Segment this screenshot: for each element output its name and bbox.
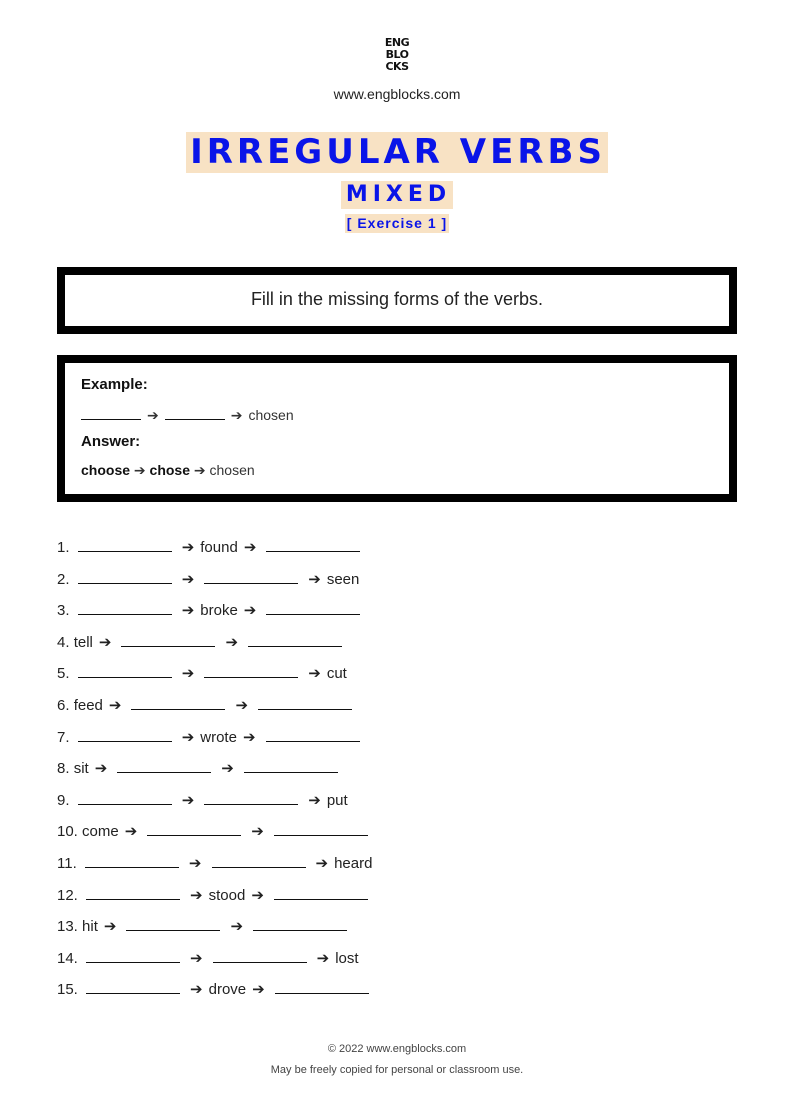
answer-blank-pp[interactable] bbox=[258, 697, 352, 710]
subtitle-block bbox=[0, 181, 794, 209]
given-form-past: broke bbox=[200, 602, 238, 620]
arrow-icon: ➔ bbox=[181, 570, 195, 588]
arrow-icon: ➔ bbox=[147, 407, 159, 423]
given-form-pp: lost bbox=[335, 949, 359, 967]
item-number: 2. bbox=[57, 570, 70, 588]
answer-third: chosen bbox=[209, 462, 255, 478]
item-number: 5. bbox=[57, 665, 70, 683]
given-form-base: tell bbox=[73, 633, 93, 651]
item-number: 12. bbox=[57, 886, 78, 904]
item-number: 6. bbox=[57, 697, 70, 714]
exercise-number: [ Exercise 1 ] bbox=[346, 215, 448, 231]
exercise-item bbox=[57, 791, 348, 813]
arrow-icon: ➔ bbox=[181, 602, 195, 620]
given-form-pp: heard bbox=[334, 855, 373, 872]
given-form-pp: cut bbox=[326, 665, 347, 683]
arrow-icon: ➔ bbox=[94, 760, 108, 778]
exercise-item bbox=[57, 854, 372, 876]
arrow-icon: ➔ bbox=[181, 791, 195, 809]
page-subtitle: MIXED bbox=[341, 181, 453, 209]
answer-blank-base[interactable] bbox=[78, 602, 172, 615]
arrow-icon: ➔ bbox=[188, 855, 202, 872]
answer-blank-past[interactable] bbox=[117, 760, 211, 773]
answer-blank-base[interactable] bbox=[86, 950, 180, 963]
item-number: 10. bbox=[57, 823, 78, 841]
answer-blank-pp[interactable] bbox=[266, 602, 360, 615]
arrow-icon: ➔ bbox=[251, 823, 264, 841]
given-form-past: stood bbox=[208, 886, 246, 904]
exercise-item bbox=[57, 601, 364, 623]
logo-line-1: ENG bbox=[384, 36, 410, 49]
answer-blank-pp[interactable] bbox=[244, 760, 338, 773]
exercise-item bbox=[57, 633, 346, 655]
answer-blank-past[interactable] bbox=[213, 950, 307, 963]
answer-blank-pp[interactable] bbox=[253, 918, 347, 931]
answer-blank-past[interactable] bbox=[121, 634, 215, 647]
arrow-icon: ➔ bbox=[124, 823, 138, 841]
answer-label: Answer: bbox=[81, 433, 141, 450]
given-form-past: wrote bbox=[200, 728, 237, 746]
item-number: 14. bbox=[57, 949, 78, 967]
exercise-item bbox=[57, 538, 364, 560]
answer-first: choose bbox=[81, 462, 131, 478]
item-number: 13. bbox=[57, 918, 78, 936]
item-number: 11. bbox=[57, 855, 77, 872]
answer-line bbox=[81, 462, 255, 479]
arrow-icon: ➔ bbox=[181, 665, 195, 683]
example-blank-2 bbox=[165, 407, 225, 420]
answer-blank-pp[interactable] bbox=[248, 634, 342, 647]
example-line bbox=[81, 407, 294, 424]
answer-blank-pp[interactable] bbox=[274, 887, 368, 900]
arrow-icon: ➔ bbox=[98, 633, 112, 651]
arrow-icon: ➔ bbox=[190, 981, 203, 999]
exercise-item bbox=[57, 728, 364, 750]
arrow-icon: ➔ bbox=[315, 855, 329, 872]
site-url[interactable]: www.engblocks.com bbox=[333, 86, 461, 102]
arrow-icon: ➔ bbox=[190, 949, 203, 967]
footer-copyright: © 2022 www.engblocks.com bbox=[327, 1043, 467, 1055]
exercise-item bbox=[57, 886, 372, 908]
exercise-item bbox=[57, 759, 342, 781]
example-given: chosen bbox=[248, 407, 294, 423]
answer-blank-pp[interactable] bbox=[266, 539, 360, 552]
arrow-icon: ➔ bbox=[221, 760, 234, 778]
arrow-icon: ➔ bbox=[190, 886, 203, 904]
example-blank-1 bbox=[81, 407, 141, 420]
footer-note: May be freely copied for personal or classroom use. bbox=[270, 1064, 524, 1076]
answer-blank-base[interactable] bbox=[86, 981, 180, 994]
given-form-base: hit bbox=[82, 918, 98, 936]
answer-blank-pp[interactable] bbox=[266, 729, 360, 742]
given-form-past: drove bbox=[208, 981, 247, 999]
given-form-base: sit bbox=[73, 760, 89, 778]
given-form-base: come bbox=[82, 823, 119, 841]
instruction-text: Fill in the missing forms of the verbs. bbox=[250, 289, 544, 309]
arrow-icon: ➔ bbox=[235, 697, 249, 714]
given-form-base: feed bbox=[73, 697, 103, 714]
arrow-icon: ➔ bbox=[103, 918, 117, 936]
answer-blank-past[interactable] bbox=[212, 855, 306, 868]
logo-line-2: BLO bbox=[385, 48, 409, 61]
page-title: IRREGULAR VERBS bbox=[186, 132, 608, 173]
arrow-icon: ➔ bbox=[316, 949, 330, 967]
example-box bbox=[57, 355, 737, 502]
exercise-item bbox=[57, 917, 351, 939]
exercise-item bbox=[57, 822, 372, 844]
item-number: 15. bbox=[57, 981, 78, 999]
exercise-item bbox=[57, 696, 356, 718]
item-number: 8. bbox=[57, 760, 70, 778]
arrow-icon: ➔ bbox=[181, 539, 195, 556]
given-form-past: found bbox=[200, 539, 238, 556]
instruction-box bbox=[57, 267, 737, 334]
answer-blank-base[interactable] bbox=[78, 729, 172, 742]
answer-blank-base[interactable] bbox=[78, 571, 172, 584]
exercise-item bbox=[57, 949, 359, 971]
given-form-pp: seen bbox=[326, 570, 360, 588]
answer-blank-past[interactable] bbox=[204, 571, 298, 584]
title-block bbox=[0, 132, 794, 173]
arrow-icon: ➔ bbox=[225, 633, 239, 651]
item-number: 7. bbox=[57, 728, 70, 746]
answer-second: chose bbox=[149, 462, 190, 478]
example-label: Example: bbox=[81, 376, 148, 393]
answer-blank-past[interactable] bbox=[204, 792, 298, 805]
arrow-icon: ➔ bbox=[108, 697, 122, 714]
answer-blank-base[interactable] bbox=[86, 887, 180, 900]
answer-blank-base[interactable] bbox=[85, 855, 179, 868]
arrow-icon: ➔ bbox=[230, 407, 243, 423]
arrow-icon: ➔ bbox=[251, 886, 264, 904]
arrow-icon: ➔ bbox=[230, 918, 244, 936]
item-number: 1. bbox=[57, 539, 70, 556]
exercise-item bbox=[57, 664, 347, 686]
answer-blank-past[interactable] bbox=[204, 665, 298, 678]
answer-blank-base[interactable] bbox=[78, 792, 172, 805]
arrow-icon: ➔ bbox=[243, 602, 257, 620]
answer-blank-pp[interactable] bbox=[275, 981, 369, 994]
arrow-icon: ➔ bbox=[252, 981, 265, 999]
arrow-icon: ➔ bbox=[193, 462, 206, 478]
arrow-icon: ➔ bbox=[243, 539, 257, 556]
answer-blank-base[interactable] bbox=[78, 539, 172, 552]
arrow-icon: ➔ bbox=[133, 462, 146, 478]
logo-line-3: CKS bbox=[385, 60, 409, 73]
arrow-icon: ➔ bbox=[242, 728, 256, 746]
given-form-pp: put bbox=[326, 791, 348, 809]
arrow-icon: ➔ bbox=[181, 728, 195, 746]
arrow-icon: ➔ bbox=[308, 665, 321, 683]
item-number: 3. bbox=[57, 602, 70, 620]
answer-blank-base[interactable] bbox=[78, 665, 172, 678]
answer-blank-pp[interactable] bbox=[274, 823, 368, 836]
item-number: 9. bbox=[57, 791, 70, 809]
exercise-item bbox=[57, 570, 359, 592]
exercise-number-block bbox=[0, 214, 794, 233]
answer-blank-past[interactable] bbox=[131, 697, 225, 710]
arrow-icon: ➔ bbox=[308, 791, 321, 809]
answer-blank-past[interactable] bbox=[147, 823, 241, 836]
item-number: 4. bbox=[57, 633, 70, 651]
arrow-icon: ➔ bbox=[308, 570, 321, 588]
engblocks-logo bbox=[379, 37, 415, 73]
answer-blank-past[interactable] bbox=[126, 918, 220, 931]
exercise-item bbox=[57, 980, 373, 1002]
